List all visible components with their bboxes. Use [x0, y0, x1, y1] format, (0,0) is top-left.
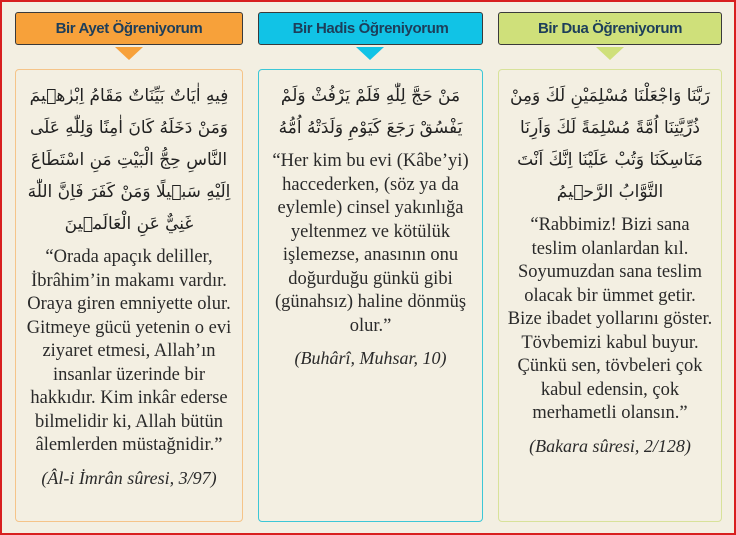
ayet-box	[15, 69, 243, 522]
dua-box	[498, 69, 722, 522]
hadis-arabic: مَنْ حَجَّ لِلّٰهِ فَلَمْ يَرْفُثْ وَلَمْ يَفْسُقْ رَجَعَ كَيَوْمِ وَلَدَتْهُ اُمُّهُ	[278, 86, 463, 138]
hadis-header: Bir Hadis Öğreniyorum	[258, 12, 483, 45]
dua-arabic: رَبَّنَا وَاجْعَلْنَا مُسْلِمَيْنِ لَكَ وَمِنْ ذُرِّيَّتِنَا اُمَّةً مُسْلِمَةً لَكَ وَاَرِنَا مَنَاسِكَنَا وَتُبْ عَلَيْنَا اِنَّكَ اَنْتَ التَّوَّابُ الرَّحٖيمُ	[509, 86, 710, 202]
ayet-header: Bir Ayet Öğreniyorum	[15, 12, 243, 45]
ayet-arrow-icon	[115, 47, 143, 60]
ayet-source: (Âl-i İmrân sûresi, 3/97)	[41, 467, 217, 488]
dua-header: Bir Dua Öğreniyorum	[498, 12, 722, 45]
hadis-translation: “Her kim bu evi (Kâbe’yi) haccederken, (söz ya da eylemle) cinsel yakınlığa yeltenmez ve kötülük işlemezse, anasının onu doğurduğu günkü gibi (günahsız) haline dönmüş olur.”	[272, 151, 469, 336]
dua-arrow-icon	[596, 47, 624, 60]
ayet-translation: “Orada apaçık deliller, İbrâhim’in makamı vardır. Oraya giren emniyette olur. Gitmeye gücü yetenin o evi ziyaret etmesi, Allah’ın insanlar üzerinde bir hakkıdır. Kim inkâr ederse bilmelidir ki, Allah bütün âlemlerden müstağnidir.”	[26, 247, 232, 455]
dua-translation: “Rabbimiz! Bizi sana teslim olanlardan kıl. Soyumuzdan sana teslim olacak bir ümmet getir. Bize ibadet yollarını göster. Tövbemizi kabul buyur. Çünkü sen, tövbeleri çok kabul edensin, çok merhametli olansın.”	[507, 215, 713, 423]
hadis-source: (Buhârî, Muhsar, 10)	[294, 348, 447, 368]
ayet-arabic: فِيهِ اٰيَاتٌ بَيِّنَاتٌ مَقَامُ اِبْرٰهٖيمَ وَمَنْ دَخَلَهُ كَانَ اٰمِنًا وَلِلّٰهِ عَلَى النَّاسِ حِجُّ الْبَيْتِ مَنِ اسْتَطَاعَ اِلَيْهِ سَبٖيلًا وَمَنْ كَفَرَ فَاِنَّ اللّٰهَ غَنِيٌّ عَنِ الْعَالَمٖينَ	[27, 86, 231, 234]
dua-source: (Bakara sûresi, 2/128)	[529, 435, 691, 456]
hadis-arrow-icon	[356, 47, 384, 60]
hadis-box	[258, 69, 483, 522]
